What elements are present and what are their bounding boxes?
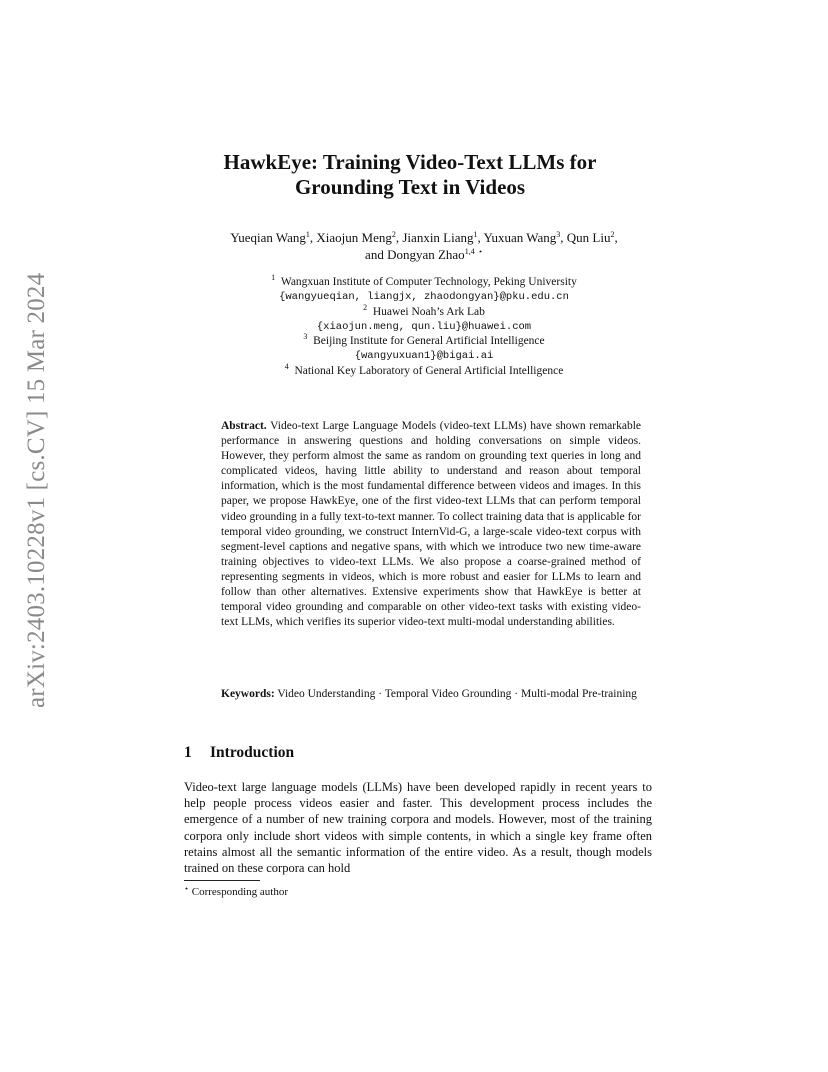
affiliation-email[interactable]: {wangyuxuan1}@bigai.ai — [354, 349, 494, 362]
intro-paragraph: Video-text large language models (LLMs) have been developed rapidly in recent years to help people process videos easier and faster. This development process includes the emergence of a number of new training corpora and models. However, most of the training corpora only include short videos with simple contents, in which a single key frame often retains almost all the semantic information of the entire video. As a result, though models trained on these corpora can hold — [184, 780, 652, 876]
footnote-text: Corresponding author — [191, 886, 288, 898]
affiliation-email[interactable]: {xiaojun.meng, qun.liu}@huawei.com — [316, 320, 532, 333]
author-affil-mark: 2 — [610, 230, 615, 239]
author-name: , Xiaojun Meng — [309, 230, 392, 245]
affiliation-name: Huawei Noah’s Ark Lab — [372, 306, 485, 318]
footnote — [184, 885, 288, 899]
author-affil-mark: 3 — [556, 230, 561, 239]
author-separator: , — [614, 230, 618, 245]
corresponding-star-icon: ⋆ — [477, 247, 483, 256]
author-affil-mark: 1 — [473, 230, 478, 239]
footnote-divider — [184, 880, 260, 881]
footnote-star-icon: ⋆ — [184, 884, 190, 893]
author-line-2 — [150, 246, 698, 263]
paper-title — [150, 150, 670, 200]
affiliation-mark: 3 — [303, 332, 308, 341]
affiliation-name: Beijing Institute for General Artificial Intelligence — [313, 335, 545, 347]
section-number: 1 — [184, 744, 192, 761]
affiliation-name: National Key Laboratory of General Artificial Intelligence — [294, 365, 564, 377]
affiliation-3 — [150, 334, 698, 364]
affiliation-2 — [150, 305, 698, 335]
section-title: Introduction — [210, 744, 295, 761]
author-name: and Dongyan Zhao — [365, 247, 465, 262]
author-name: , Qun Liu — [560, 230, 611, 245]
affiliation-name: Wangxuan Institute of Computer Technology, Peking University — [280, 276, 577, 288]
affiliation-email[interactable]: {wangyueqian, liangjx, zhaodongyan}@pku.edu.cn — [279, 290, 569, 303]
author-list — [150, 229, 698, 263]
abstract — [221, 419, 641, 630]
author-name: , Yuxuan Wang — [477, 230, 557, 245]
affiliation-1 — [150, 275, 698, 305]
keywords-text: Video Understanding · Temporal Video Grounding · Multi-modal Pre-training — [277, 688, 637, 700]
abstract-label: Abstract. — [221, 420, 267, 432]
affiliation-mark: 1 — [271, 273, 276, 282]
keywords — [221, 687, 641, 702]
author-name: , Jianxin Liang — [395, 230, 474, 245]
affiliation-mark: 4 — [284, 362, 289, 371]
author-affil-mark: 1,4 — [464, 247, 475, 256]
author-affil-mark: 1 — [305, 230, 310, 239]
section-heading — [184, 743, 294, 763]
author-affil-mark: 2 — [391, 230, 396, 239]
title-line-1: HawkEye: Training Video-Text LLMs for — [223, 150, 597, 174]
author-name: Yueqian Wang — [230, 230, 306, 245]
title-line-2: Grounding Text in Videos — [294, 175, 526, 199]
abstract-text: Video-text Large Language Models (video-text LLMs) have shown remarkable performance in answering questions and holding conversations on simple videos. However, they perform almost the same as random on grounding text queries in long and complicated videos, having little ability to understand and reason about temporal information, which is the most fundamental difference between videos and images. In this paper, we propose HawkEye, one of the first video-text LLMs that can perform temporal video grounding in a fully text-to-text manner. To collect training data that is applicable for temporal video grounding, we construct InternVid-G, a large-scale video-text corpus with segment-level captions and negative spans, with which we introduce two new time-aware training objectives to video-text LLMs. We also propose a coarse-grained method of representing segments in videos, which is more robust and easier for LLMs to learn and follow than other alternatives. Extensive experiments show that HawkEye is better at temporal video grounding and comparable on other video-text tasks with existing video-text LLMs, which verifies its superior video-text multi-modal understanding abilities. — [221, 420, 642, 629]
affiliation-4 — [150, 364, 698, 379]
arxiv-stamp: arXiv:2403.10228v1 [cs.CV] 15 Mar 2024 — [23, 272, 50, 708]
author-line-1 — [150, 229, 698, 246]
affiliation-mark: 2 — [363, 303, 368, 312]
keywords-label: Keywords: — [221, 688, 275, 700]
